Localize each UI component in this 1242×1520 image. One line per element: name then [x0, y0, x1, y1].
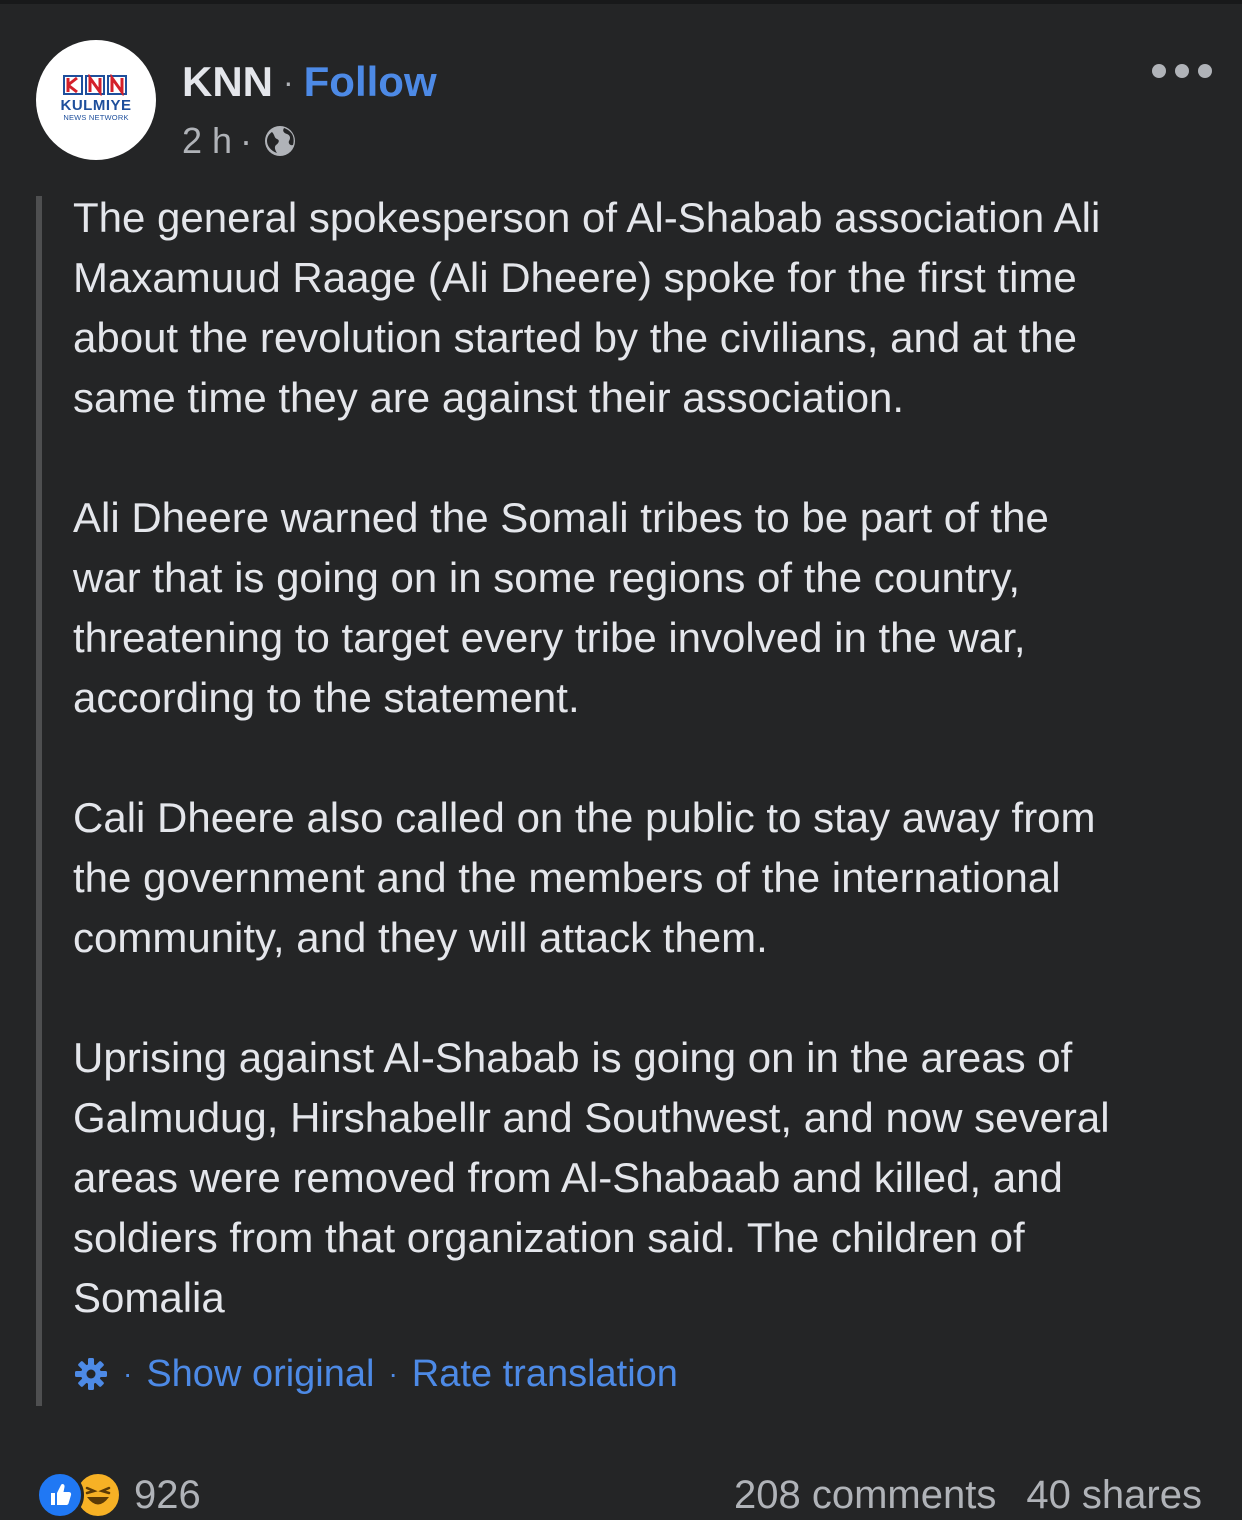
text-line: the government and the members of the international	[73, 854, 1061, 901]
text-line: areas were removed from Al-Shabaab and killed, and	[73, 1154, 1063, 1201]
header-separator: ·	[283, 63, 294, 100]
more-dot	[1175, 64, 1189, 78]
more-dot	[1198, 64, 1212, 78]
translation-quote-bar	[36, 196, 42, 1406]
paragraph	[73, 788, 1223, 968]
text-line: Ali Dheere warned the Somali tribes to be part of the	[73, 494, 1049, 541]
text-line: Somalia	[73, 1274, 225, 1321]
post-timestamp[interactable]: 2 h	[182, 120, 233, 161]
paragraph	[73, 488, 1223, 728]
more-dot	[1152, 64, 1166, 78]
translation-separator: ·	[123, 1358, 133, 1389]
meta-separator: ·	[240, 120, 253, 161]
knn-logo-mark	[63, 74, 129, 96]
text-line: threatening to target every tribe involved in the war,	[73, 614, 1026, 661]
paragraph	[73, 188, 1223, 428]
show-original-link[interactable]: Show original	[146, 1352, 375, 1395]
post-text	[73, 188, 1223, 1328]
translation-separator: ·	[388, 1358, 398, 1389]
reaction-summary[interactable]	[36, 1470, 201, 1520]
knn-logo-icon	[63, 74, 129, 96]
text-line: soldiers from that organization said. The children of	[73, 1214, 1025, 1261]
post-header	[182, 56, 437, 108]
text-line: war that is going on in some regions of the country,	[73, 554, 1021, 601]
text-line: Maxamuud Raage (Ali Dheere) spoke for the first time	[73, 254, 1077, 301]
text-line: about the revolution started by the civilians, and at the	[73, 314, 1077, 361]
top-divider	[0, 0, 1242, 4]
gear-icon[interactable]	[73, 1356, 109, 1392]
globe-icon[interactable]	[262, 123, 298, 159]
shares-count[interactable]: 40 shares	[1026, 1472, 1202, 1517]
text-line: according to the statement.	[73, 674, 580, 721]
page-avatar[interactable]	[36, 40, 156, 160]
page-name[interactable]: KNN	[182, 58, 273, 105]
comments-count[interactable]: 208 comments	[733, 1472, 997, 1517]
text-line: community, and they will attack them.	[73, 914, 768, 961]
logo-word: KULMIYE	[60, 97, 132, 114]
text-line: Galmudug, Hirshabellr and Southwest, and now several	[73, 1094, 1110, 1141]
post-meta	[182, 118, 298, 164]
text-line: Uprising against Al-Shabab is going on in the areas of	[73, 1034, 1073, 1081]
text-line: Cali Dheere also called on the public to stay away from	[73, 794, 1096, 841]
rate-translation-link[interactable]: Rate translation	[411, 1352, 678, 1395]
follow-button[interactable]: Follow	[303, 58, 437, 105]
text-line: The general spokesperson of Al-Shabab association Ali	[73, 194, 1101, 241]
like-icon	[36, 1471, 84, 1519]
reaction-count: 926	[134, 1472, 201, 1517]
text-line: same time they are against their association.	[73, 374, 905, 421]
more-options-icon[interactable]	[1152, 56, 1212, 86]
paragraph	[73, 1028, 1223, 1328]
logo-subtitle: NEWS NETWORK	[63, 113, 129, 122]
engagement-counts	[734, 1470, 1202, 1520]
translation-controls	[73, 1348, 678, 1400]
